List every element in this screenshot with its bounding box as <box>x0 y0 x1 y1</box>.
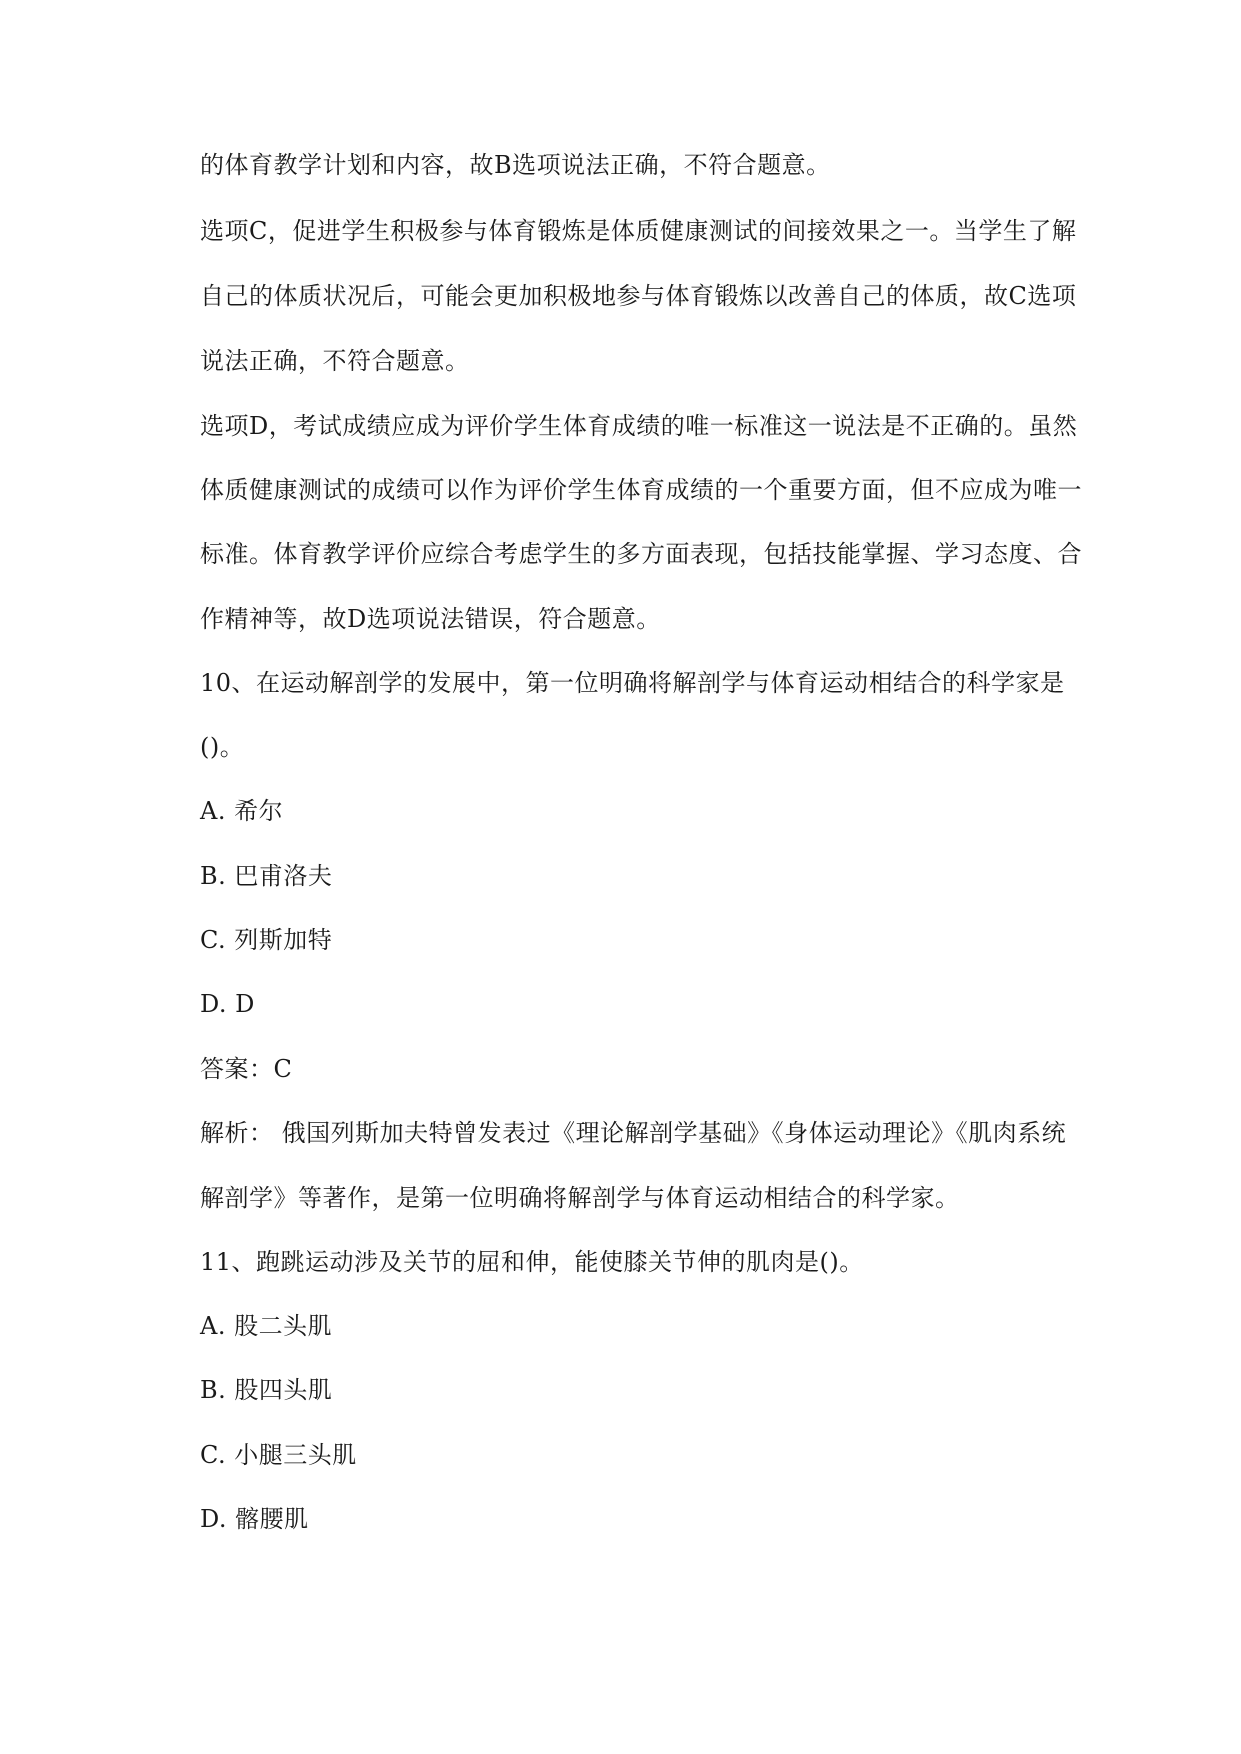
explanation-line-option-c-end: 说法正确，不符合题意。 <box>200 347 470 375</box>
question-10-option-a: A. 希尔 <box>200 797 284 825</box>
question-10-answer: 答案：C <box>200 1055 293 1083</box>
question-11-option-c: C. 小腿三头肌 <box>200 1441 357 1469</box>
question-11-option-d: D. 髂腰肌 <box>200 1505 309 1533</box>
question-10-stem-end: ()。 <box>200 733 245 761</box>
question-11-option-b: B. 股四头肌 <box>200 1376 333 1404</box>
explanation-line-option-c: 选项C，促进学生积极参与体育锻炼是体质健康测试的间接效果之一。当学生了解 <box>200 217 1077 245</box>
explanation-line-option-c-cont: 自己的体质状况后，可能会更加积极地参与体育锻炼以改善自己的体质，故C选项 <box>200 282 1077 310</box>
question-10-analysis: 解析： 俄国列斯加夫特曾发表过《理论解剖学基础》《身体运动理论》《肌肉系统 <box>200 1119 1067 1147</box>
explanation-line-option-b-end: 的体育教学计划和内容，故B选项说法正确，不符合题意。 <box>200 151 831 179</box>
question-10-option-d: D. D <box>200 990 255 1018</box>
question-11-option-a: A. 股二头肌 <box>200 1312 333 1340</box>
question-10-option-b: B. 巴甫洛夫 <box>200 862 333 890</box>
question-10-analysis-end: 解剖学》等著作，是第一位明确将解剖学与体育运动相结合的科学家。 <box>200 1184 960 1212</box>
question-11-stem: 11、跑跳运动涉及关节的屈和伸，能使膝关节伸的肌肉是()。 <box>200 1248 864 1276</box>
question-10-option-c: C. 列斯加特 <box>200 926 333 954</box>
explanation-line-option-d-cont: 体质健康测试的成绩可以作为评价学生体育成绩的一个重要方面，但不应成为唯一 <box>200 476 1082 504</box>
explanation-line-option-d-end: 作精神等，故D选项说法错误，符合题意。 <box>200 605 661 633</box>
explanation-line-option-d: 选项D，考试成绩应成为评价学生体育成绩的唯一标准这一说法是不正确的。虽然 <box>200 412 1078 440</box>
question-10-stem: 10、在运动解剖学的发展中，第一位明确将解剖学与体育运动相结合的科学家是 <box>200 669 1065 697</box>
explanation-line-option-d-cont2: 标准。体育教学评价应综合考虑学生的多方面表现，包括技能掌握、学习态度、合 <box>200 540 1082 568</box>
